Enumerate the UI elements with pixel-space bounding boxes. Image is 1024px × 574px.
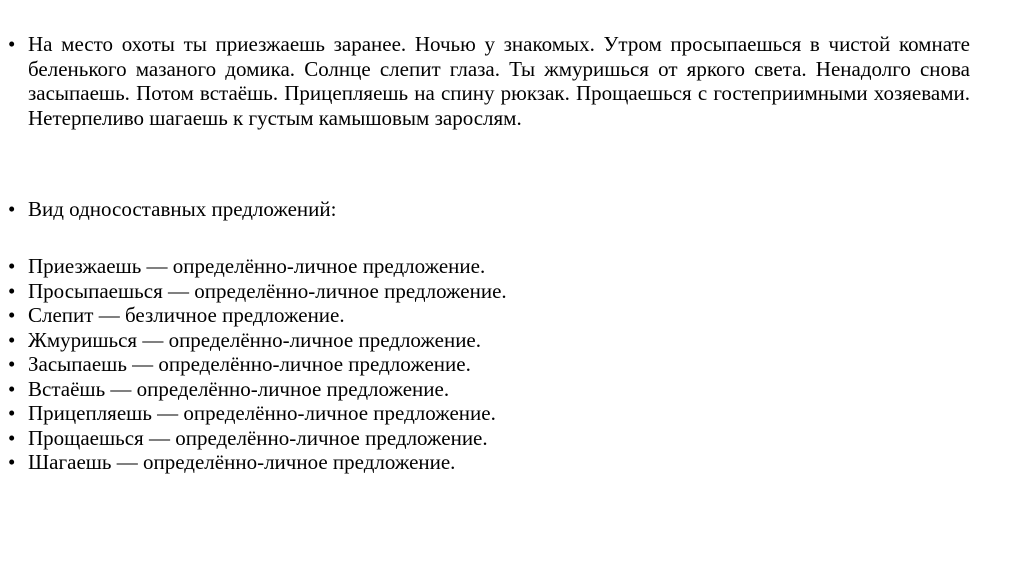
list-item	[8, 401, 970, 426]
list-item-text: Встаёшь — определённо-личное предложение.	[28, 376, 450, 401]
bullet-marker: •	[8, 401, 16, 425]
bullet-marker: •	[8, 278, 16, 303]
list-item	[8, 426, 970, 451]
bullet-marker: •	[8, 376, 16, 401]
paragraph-text: На место охоты ты приезжаешь заранее. Ночью у знакомых. Утром просыпаешься в чистой комнате беленького мазаного домика. Солнце слепит глаза. Ты жмуришься от яркого света. Ненадолго снова засыпаешь. Потом встаёшь. Прицепляешь на спину рюкзак. Прощаешься с гостеприимными хозяевами. Нетерпеливо шагаешь к густым камышовым зарослям.	[28, 32, 970, 130]
heading-list	[8, 197, 970, 222]
list-item	[8, 303, 970, 328]
list-item-text: Слепит — безличное предложение.	[28, 303, 345, 327]
list-item-text: Шагаешь — определённо-личное предложение.	[28, 450, 456, 474]
list-item	[8, 254, 970, 279]
bullet-marker: •	[8, 32, 16, 56]
list-item-text: Прощаешься — определённо-личное предложение.	[28, 425, 488, 450]
list-item	[8, 450, 970, 475]
bullet-marker: •	[8, 425, 16, 450]
sentence-type-list	[8, 254, 970, 475]
list-item-text: Засыпаешь — определённо-личное предложение.	[28, 352, 471, 376]
bullet-marker: •	[8, 352, 16, 376]
bullet-marker: •	[8, 303, 16, 327]
list-item	[8, 328, 970, 353]
list-item-text: Приезжаешь — определённо-личное предложение.	[28, 254, 486, 278]
paragraph-list	[8, 32, 970, 130]
list-item	[8, 377, 970, 402]
list-item	[8, 352, 970, 377]
list-item-text: Просыпаешься — определённо-личное предложение.	[28, 278, 507, 303]
section-heading: Вид односоставных предложений:	[28, 197, 337, 221]
bullet-marker: •	[8, 450, 16, 474]
bullet-marker: •	[8, 254, 16, 278]
list-item	[8, 279, 970, 304]
list-item-text: Жмуришься — определённо-личное предложение.	[28, 327, 481, 352]
bullet-marker: •	[8, 197, 16, 221]
list-item-text: Прицепляешь — определённо-личное предложение.	[28, 401, 496, 425]
section-heading-item	[8, 197, 970, 222]
paragraph-item	[8, 32, 970, 130]
bullet-marker: •	[8, 327, 16, 352]
